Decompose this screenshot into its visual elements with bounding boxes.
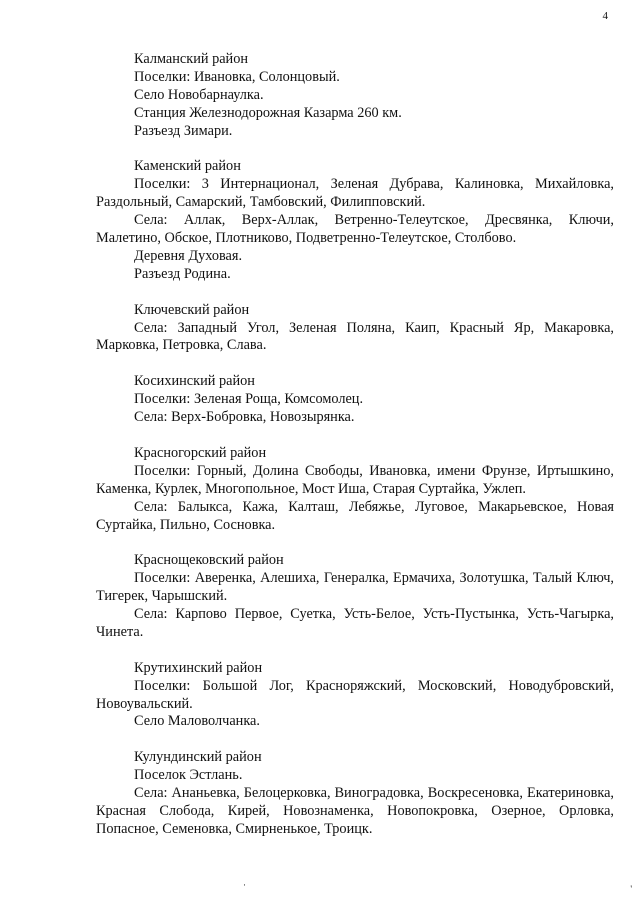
settlement-line: Поселки: Аверенка, Алешиха, Генералка, Ермачиха, Золотушка, Талый Ключ, Тигерек, Чарышский. <box>96 570 614 605</box>
settlement-line: Села: Карпово Первое, Суетка, Усть-Белое, Усть-Пустынка, Усть-Чагырка, Чинета. <box>96 606 614 640</box>
settlement-line: Село Маловолчанка. <box>134 713 260 730</box>
district-name: Калманский район <box>134 51 249 67</box>
settlement-line: Села: Балыкса, Кажа, Калташ, Лебяжье, Луговое, Макарьевское, Новая Суртайка, Пильно, Сосновка. <box>96 498 614 533</box>
district-list <box>96 51 614 857</box>
district-kamensky <box>96 158 614 283</box>
settlement-line: Село Новобарнаулка. <box>134 86 264 103</box>
settlement-line: Поселки: Большой Лог, Красноряжский, Московский, Новодубровский, Новоувальский. <box>96 677 614 712</box>
settlement-line: Села: Аллак, Верх-Аллак, Ветренно-Телеутское, Дресвянка, Ключи, Малетино, Обское, Плотниково, Подветренно-Телеутское, Столбово. <box>96 212 614 247</box>
scan-corner-mark: ' <box>630 884 632 894</box>
district-kalmansky <box>96 51 614 141</box>
settlement-line: Разъезд Родина. <box>134 265 231 282</box>
scan-dot-mark: · <box>243 880 246 890</box>
settlement-line: Поселки: 3 Интернационал, Зеленая Дубрава, Калиновка, Михайловка, Раздольный, Самарский, Тамбовский, Филипповский. <box>96 176 614 211</box>
district-name: Крутихинский район <box>134 659 263 676</box>
settlement-line: Разъезд Зимари. <box>134 122 233 139</box>
settlement-line: Села: Верх-Бобровка, Новозырянка. <box>134 409 355 426</box>
district-name: Каменский район <box>134 158 241 175</box>
settlement-line: Села: Ананьевка, Белоцерковка, Виноградовка, Воскресеновка, Екатериновка, Красная Слобода, Кирей, Новознаменка, Новопокровка, Озерное, Орловка, Попасное, Семеновка, Смирненькое, Троицк. <box>96 785 614 837</box>
page-number: 4 <box>602 10 608 22</box>
district-name: Красногорский район <box>134 444 267 461</box>
district-klyuchevsky <box>96 302 614 356</box>
settlement-line: Деревня Духовая. <box>134 247 243 264</box>
district-kulundinsky <box>96 749 614 839</box>
district-name: Косихинский район <box>134 373 255 390</box>
settlement-line: Поселок Эстлань. <box>134 767 243 784</box>
district-krasnoshchekovsky <box>96 552 614 642</box>
district-name: Краснощековский район <box>134 552 284 569</box>
district-krutikhinsky <box>96 660 614 732</box>
district-krasnogorsky <box>96 445 614 535</box>
settlement-line: Поселки: Горный, Долина Свободы, Ивановка, имени Фрунзе, Иртышкино, Каменка, Курлек, Многопольное, Мост Иша, Старая Суртайка, Ужлеп. <box>96 462 614 497</box>
district-kosikhinsky <box>96 373 614 427</box>
district-name: Ключевский район <box>134 301 250 318</box>
settlement-line: Села: Западный Угол, Зеленая Поляна, Каип, Красный Яр, Макаровка, Марковка, Петровка, Слава. <box>96 319 614 354</box>
settlement-line: Станция Железнодорожная Казарма 260 км. <box>134 104 402 121</box>
settlement-line: Поселки: Зеленая Роща, Комсомолец. <box>134 391 364 408</box>
settlement-line: Поселки: Ивановка, Солонцовый. <box>134 68 340 85</box>
district-name: Кулундинский район <box>134 749 262 766</box>
